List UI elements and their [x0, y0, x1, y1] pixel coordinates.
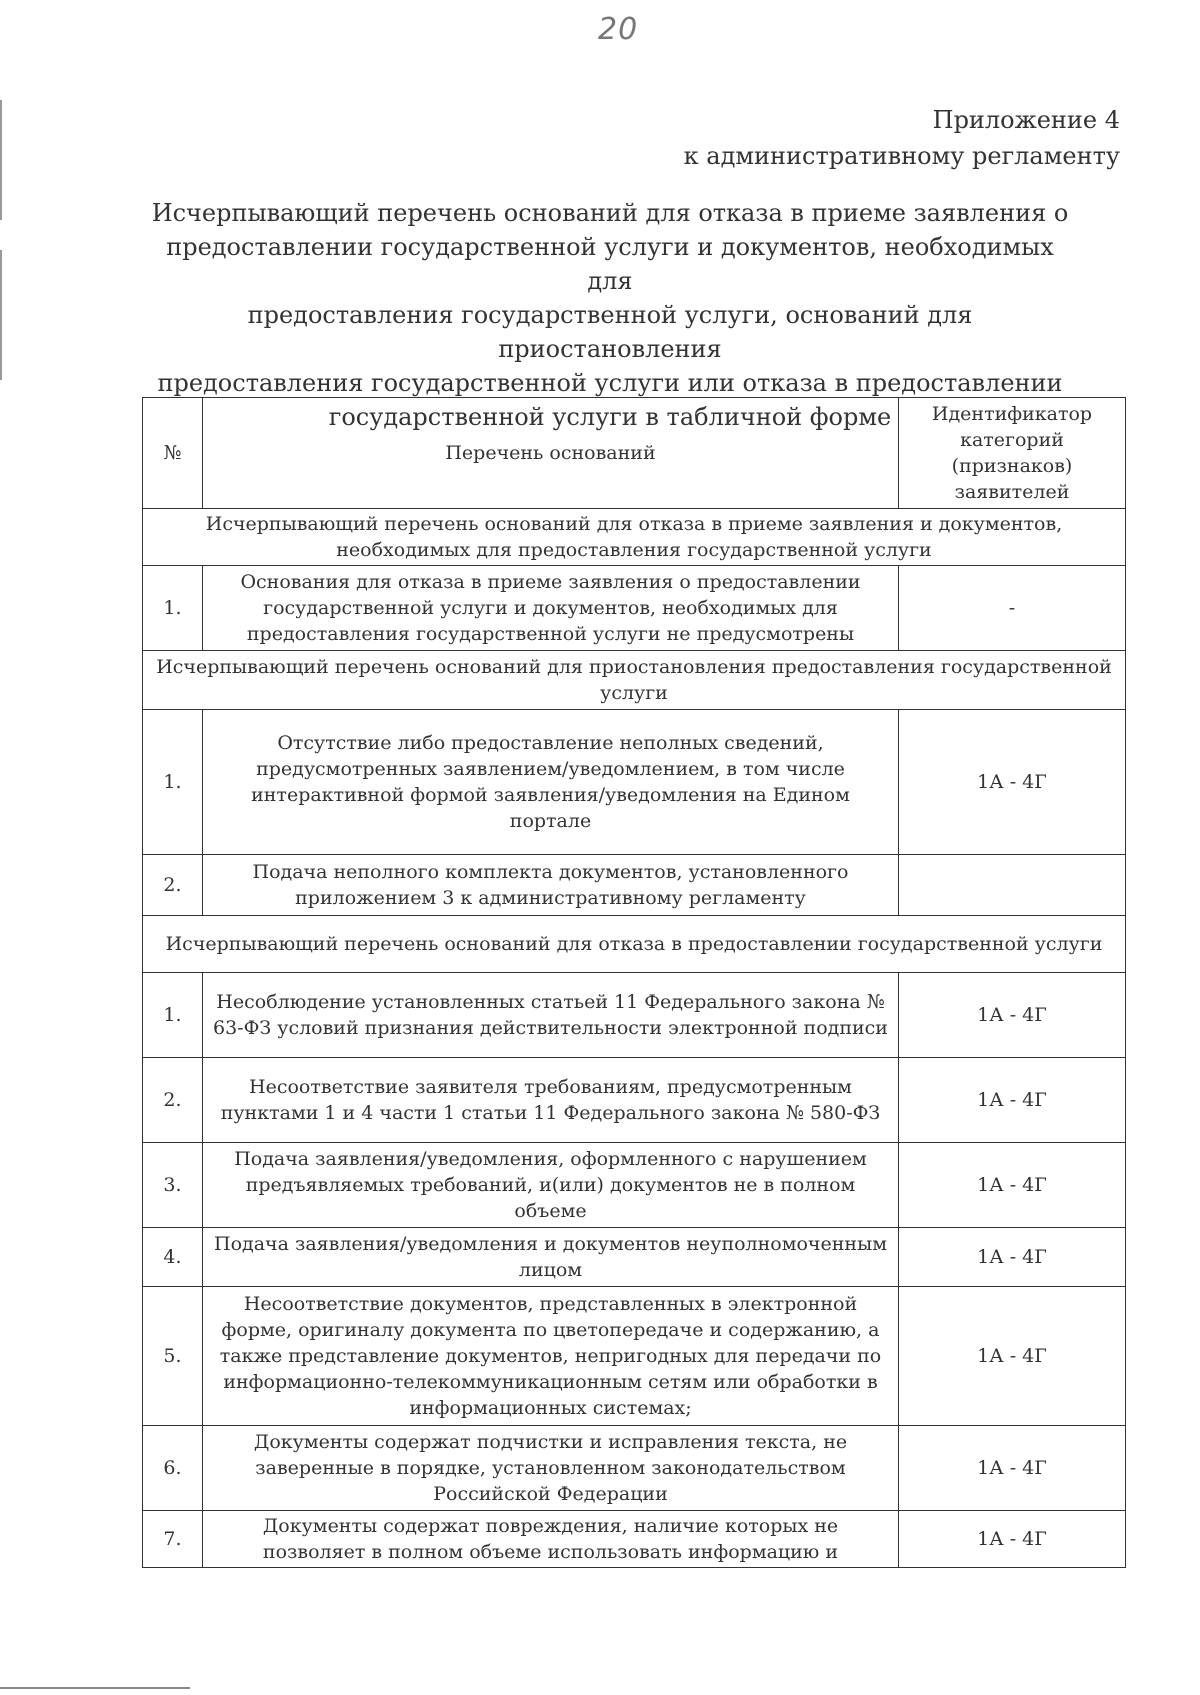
table-row	[143, 1058, 1126, 1143]
table-row	[143, 1287, 1126, 1426]
row-id: -	[899, 566, 1126, 651]
header-id: Идентификатор категорий (признаков) заявителей	[899, 398, 1126, 509]
row-id: 1А - 4Г	[899, 1426, 1126, 1511]
row-id: 1А - 4Г	[899, 1143, 1126, 1228]
row-num: 2.	[143, 1058, 203, 1143]
row-id: 1А - 4Г	[899, 710, 1126, 855]
row-text: Несоответствие документов, представленных в электронной форме, оригиналу документа по цветопередаче и содержанию, а также представление документов, непригодных для передачи по информационно-телекоммуникационным сетям или обработки в информационных системах;	[203, 1287, 899, 1426]
row-num: 4.	[143, 1228, 203, 1287]
title-line: предоставлении государственной услуги и документов, необходимых для	[166, 233, 1054, 295]
row-num: 2.	[143, 855, 203, 916]
table-row	[143, 973, 1126, 1058]
section-title: Исчерпывающий перечень оснований для отказа в предоставлении государственной услуги	[143, 916, 1126, 973]
row-num: 1.	[143, 566, 203, 651]
table-row	[143, 1228, 1126, 1287]
table-row	[143, 1143, 1126, 1228]
row-text: Несоответствие заявителя требованиям, предусмотренным пунктами 1 и 4 части 1 статьи 11 Федерального закона № 580-ФЗ	[203, 1058, 899, 1143]
row-text: Несоблюдение установленных статьей 11 Федерального закона № 63-ФЗ условий признания действительности электронной подписи	[203, 973, 899, 1058]
row-text: Основания для отказа в приеме заявления о предоставлении государственной услуги и документов, необходимых для предоставления государственной услуги не предусмотрены	[203, 566, 899, 651]
table-row	[143, 566, 1126, 651]
margin-line	[0, 250, 2, 380]
bottom-rule	[0, 1687, 190, 1689]
row-text: Отсутствие либо предоставление неполных сведений, предусмотренных заявлением/уведомлением, в том числе интерактивной формой заявления/уведомления на Едином портале	[203, 710, 899, 855]
table-row	[143, 1511, 1126, 1568]
margin-line	[0, 100, 2, 220]
row-num: 6.	[143, 1426, 203, 1511]
table-row	[143, 710, 1126, 855]
row-num: 1.	[143, 710, 203, 855]
section-header-row	[143, 916, 1126, 973]
appendix-line: Приложение 4	[932, 106, 1120, 134]
section-header-row	[143, 651, 1126, 710]
section-title: Исчерпывающий перечень оснований для приостановления предоставления государственной услуги	[143, 651, 1126, 710]
header-num: №	[143, 398, 203, 509]
row-id	[899, 855, 1126, 916]
row-id: 1А - 4Г	[899, 1058, 1126, 1143]
row-num: 3.	[143, 1143, 203, 1228]
title-line: предоставления государственной услуги или отказа в предоставлении	[157, 369, 1063, 397]
row-text: Подача заявления/уведомления и документов неуполномоченным лицом	[203, 1228, 899, 1287]
row-id: 1А - 4Г	[899, 1287, 1126, 1426]
row-text: Подача заявления/уведомления, оформленного с нарушением предъявляемых требований, и(или) документов не в полном объеме	[203, 1143, 899, 1228]
appendix-line: к административному регламенту	[683, 142, 1120, 170]
grounds-table	[142, 397, 1126, 1568]
page-number: 20	[598, 12, 639, 47]
row-num: 1.	[143, 973, 203, 1058]
title-line: Исчерпывающий перечень оснований для отказа в приеме заявления о	[151, 199, 1069, 227]
row-id: 1А - 4Г	[899, 1228, 1126, 1287]
table-row	[143, 855, 1126, 916]
title-line: государственной услуги в табличной форме	[328, 403, 892, 431]
row-num: 5.	[143, 1287, 203, 1426]
header-text: Перечень оснований	[203, 398, 899, 509]
appendix-heading	[684, 102, 1120, 174]
table-header-row	[143, 398, 1126, 509]
row-text: Документы содержат подчистки и исправления текста, не заверенные в порядке, установленном законодательством Российской Федерации	[203, 1426, 899, 1511]
row-num: 7.	[143, 1511, 203, 1568]
row-id: 1А - 4Г	[899, 973, 1126, 1058]
section-header-row	[143, 509, 1126, 566]
section-title: Исчерпывающий перечень оснований для отказа в приеме заявления и документов, необходимых для предоставления государственной услуги	[143, 509, 1126, 566]
title-line: предоставления государственной услуги, оснований для приостановления	[247, 301, 973, 363]
table-row	[143, 1426, 1126, 1511]
row-text: Подача неполного комплекта документов, установленного приложением 3 к административному регламенту	[203, 855, 899, 916]
row-text: Документы содержат повреждения, наличие которых не позволяет в полном объеме использовать информацию и	[203, 1511, 899, 1568]
row-id: 1А - 4Г	[899, 1511, 1126, 1568]
